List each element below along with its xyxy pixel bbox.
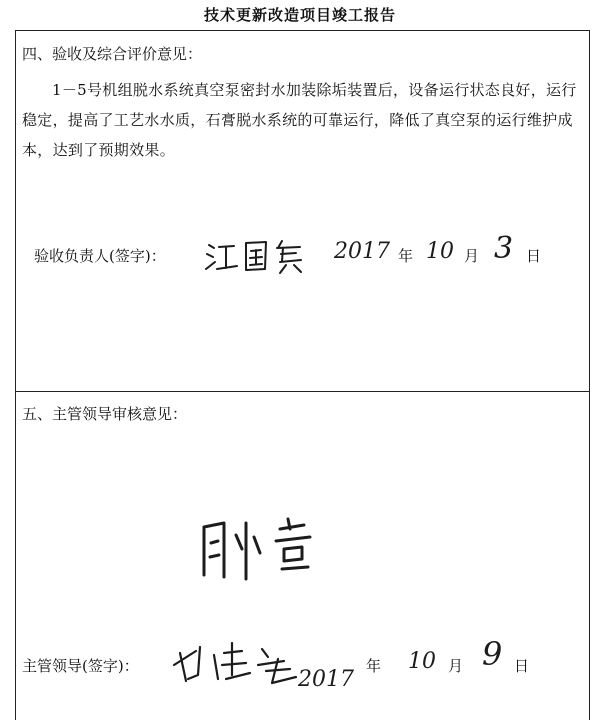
section4-date-year-unit: 年 (398, 247, 414, 265)
section5-signer-label: 主管领导(签字)： (22, 657, 139, 675)
document-title: 技术更新改造项目竣工报告 (203, 6, 396, 24)
section4-date-day-unit: 日 (526, 247, 542, 265)
section4-date-month: 10 (426, 239, 454, 264)
section5-date-day-unit: 日 (514, 657, 530, 675)
section4-date-year: 2017 (334, 239, 390, 264)
section4-paragraph: 1－5号机组脱水系统真空泵密封水加装除垢装置后，设备运行状态良好，运行稳定，提高了工艺水水质，石膏脱水系统的可靠运行，降低了真空泵的运行维护成本，达到了预期效果。 (22, 81, 577, 159)
section4-heading: 四、验收及综合评价意见： (22, 45, 203, 63)
section4-signer-label: 验收负责人(签字)： (34, 247, 166, 265)
section5-date-year: 2017 (298, 667, 354, 692)
section4-signature (204, 235, 324, 277)
section5-approval (184, 509, 334, 589)
report-form (15, 30, 590, 720)
section5-date-day: 9 (482, 635, 503, 673)
section-divider (16, 391, 589, 392)
section5-date-year-unit: 年 (366, 657, 382, 675)
section5-heading: 五、主管领导审核意见： (22, 405, 188, 423)
section5-date-month: 10 (408, 649, 436, 674)
section5-date-month-unit: 月 (448, 657, 464, 675)
section4-date-day: 3 (494, 231, 514, 266)
section4-date-month-unit: 月 (464, 247, 480, 265)
